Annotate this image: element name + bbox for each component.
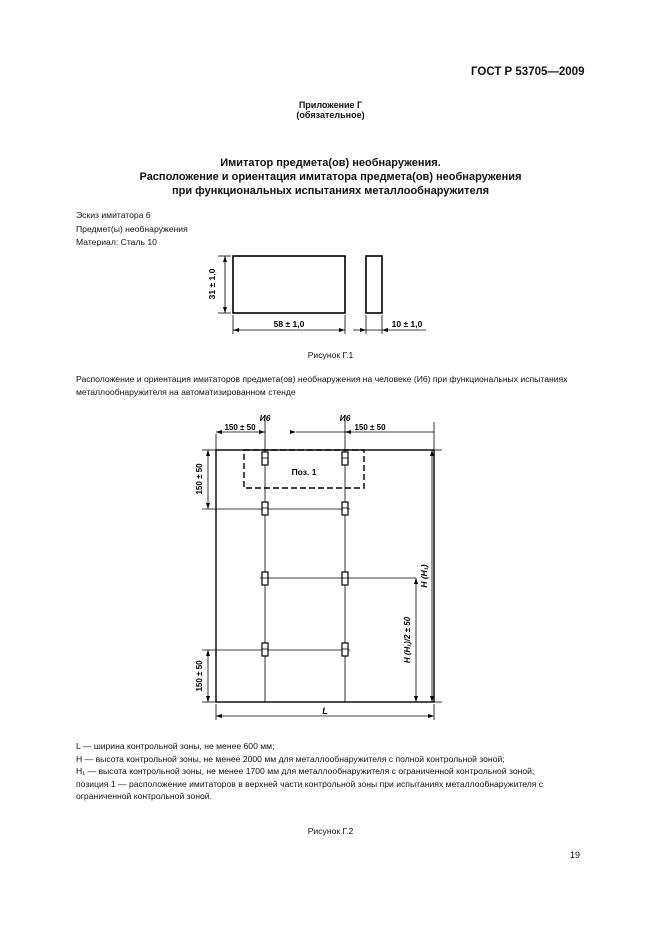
figure-g2-description: Расположение и ориентация имитаторов предмета(ов) необнаружения на человеке (И6) при функциональных испытаниях металлообнаружителя на автоматизированном стенде (76, 374, 568, 397)
label-i6-right: И6 (339, 413, 351, 423)
imitator-left-2 (262, 502, 268, 515)
label-i6-left: И6 (259, 413, 271, 423)
page-number: 19 (570, 850, 581, 860)
dim-h: H (H₁) (419, 564, 429, 588)
dim-height-label: 31 ± 1,0 (207, 268, 217, 300)
dim-top-right: 150 ± 50 (354, 423, 386, 432)
title-line-2: Расположение и ориентация имитатора предмета(ов) необнаружения (139, 171, 522, 183)
standard-number: ГОСТ Р 53705—2009 (471, 66, 585, 78)
imitator-left-4 (262, 643, 268, 656)
legend-position-1: позиция 1 — расположение имитаторов в верхней части контрольной зоны при испытаниях металлообнаружителя с ограниченной контрольной зоной. (76, 778, 544, 801)
position-1-label: Поз. 1 (291, 467, 317, 477)
figure-g1-sketch (195, 248, 435, 340)
legend-h: H — высота контрольной зоны, не менее 2000 мм для металлообнаружителя с полной контрольной зоной; (76, 753, 505, 764)
dim-top-left: 150 ± 50 (224, 423, 256, 432)
object-label: Предмет(ы) необнаружения (76, 224, 188, 234)
title-line-3: при функциональных испытаниях металлообнаружителя (171, 185, 490, 197)
imitator-right-3 (342, 572, 348, 585)
annex-name: Приложение Г (298, 100, 363, 110)
material-label: Материал: Сталь 10 (76, 237, 157, 247)
dim-left-bottom: 150 ± 50 (195, 660, 204, 692)
imitator-right-1 (342, 452, 348, 465)
dim-h-half: H (H₁)/2 ± 50 (403, 616, 412, 664)
dim-width-label: 58 ± 1,0 (273, 319, 305, 329)
imitator-right-2 (342, 502, 348, 515)
imitator-left-3 (262, 572, 268, 585)
figure-g2-caption: Рисунок Г.2 (307, 826, 354, 836)
sketch-label: Эскиз имитатора 6 (76, 210, 151, 220)
annex-status: (обязательное) (296, 110, 365, 120)
dim-l: L (322, 706, 328, 716)
figure-g1-caption: Рисунок Г.1 (307, 350, 354, 360)
dim-thickness-label: 10 ± 1,0 (391, 319, 423, 329)
figure-g2-scheme (180, 408, 450, 730)
legend-h1: H₁ — высота контрольной зоны, не менее 1700 мм для металлообнаружителя с ограниченной контрольной зоной; (76, 766, 535, 776)
imitator-front-view (233, 256, 345, 313)
imitator-left-1 (262, 452, 268, 465)
legend-l: L — ширина контрольной зоны, не менее 600 мм; (76, 741, 275, 751)
dim-left-top: 150 ± 50 (195, 463, 204, 495)
imitator-right-4 (342, 643, 348, 656)
legend (76, 740, 586, 803)
imitator-side-view (366, 256, 382, 313)
title-line-1: Имитатор предмета(ов) необнаружения. (220, 157, 441, 169)
